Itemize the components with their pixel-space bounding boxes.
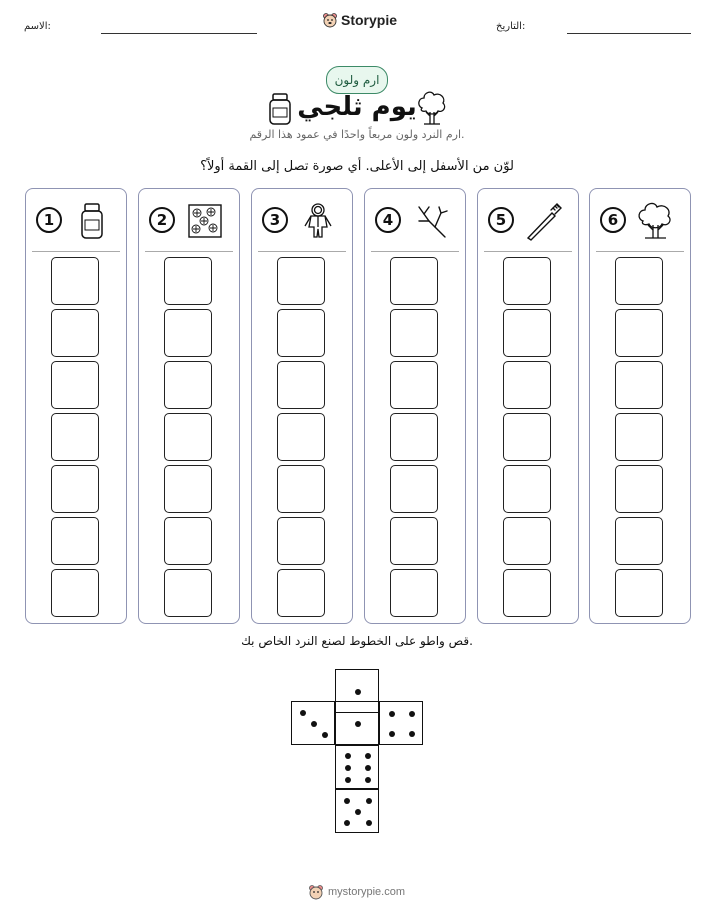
color-box[interactable] xyxy=(164,361,212,409)
color-box[interactable] xyxy=(51,361,99,409)
column-divider xyxy=(596,251,684,252)
color-box[interactable] xyxy=(503,361,551,409)
color-box[interactable] xyxy=(277,257,325,305)
color-box[interactable] xyxy=(503,465,551,513)
column-divider xyxy=(145,251,233,252)
column-number: 2 xyxy=(149,207,175,233)
cut-instruction: قص واطو على الخطوط لصنع النرد الخاص بك. xyxy=(241,634,473,648)
subtitle: ارم النرد ولون مربعاً واحدًا في عمود هذا الرقم. xyxy=(249,128,465,141)
color-box[interactable] xyxy=(51,413,99,461)
name-line[interactable] xyxy=(101,33,257,34)
color-box[interactable] xyxy=(277,361,325,409)
color-box[interactable] xyxy=(503,569,551,617)
color-box[interactable] xyxy=(277,517,325,565)
column-1 xyxy=(25,188,127,624)
color-box[interactable] xyxy=(615,465,663,513)
column-number: 6 xyxy=(600,207,626,233)
column-number: 3 xyxy=(262,207,288,233)
date-line[interactable] xyxy=(567,33,691,34)
bear-logo-icon xyxy=(322,12,338,28)
jar-icon xyxy=(72,201,112,241)
color-box[interactable] xyxy=(164,465,212,513)
brand-logo xyxy=(322,12,397,28)
color-box[interactable] xyxy=(164,309,212,357)
color-box[interactable] xyxy=(503,517,551,565)
branch-icon xyxy=(411,201,451,241)
activity-badge: ارم ولون xyxy=(326,66,388,94)
color-box[interactable] xyxy=(164,517,212,565)
color-box[interactable] xyxy=(164,257,212,305)
name-label: الاسم: xyxy=(24,21,51,32)
color-box[interactable] xyxy=(390,517,438,565)
column-3 xyxy=(251,188,353,624)
tree-icon xyxy=(636,201,676,241)
color-box[interactable] xyxy=(51,569,99,617)
dice-face-center-1 xyxy=(335,701,379,745)
dice-face-3 xyxy=(291,701,335,745)
color-box[interactable] xyxy=(277,569,325,617)
color-box[interactable] xyxy=(615,413,663,461)
column-6 xyxy=(589,188,691,624)
column-divider xyxy=(371,251,459,252)
title-jar-icon xyxy=(266,92,294,133)
color-box[interactable] xyxy=(51,257,99,305)
color-box[interactable] xyxy=(390,465,438,513)
color-box[interactable] xyxy=(390,569,438,617)
color-box[interactable] xyxy=(390,413,438,461)
column-number: 4 xyxy=(375,207,401,233)
column-number: 5 xyxy=(488,207,514,233)
color-box[interactable] xyxy=(51,309,99,357)
snowsuit-icon xyxy=(298,201,338,241)
color-box[interactable] xyxy=(503,257,551,305)
column-2 xyxy=(138,188,240,624)
column-divider xyxy=(484,251,572,252)
snowflake-pattern-icon xyxy=(185,201,225,241)
color-box[interactable] xyxy=(390,257,438,305)
color-box[interactable] xyxy=(615,309,663,357)
column-4 xyxy=(364,188,466,624)
color-box[interactable] xyxy=(503,413,551,461)
color-box[interactable] xyxy=(390,361,438,409)
title-tree-icon xyxy=(416,90,448,133)
color-box[interactable] xyxy=(615,361,663,409)
instruction-question: لوّن من الأسفل إلى الأعلى. أي صورة تصل إلى القمة أولاً؟ xyxy=(200,159,514,174)
toothbrush-icon xyxy=(524,201,564,241)
footer-url[interactable]: mystorypie.com xyxy=(328,886,406,898)
brand-name: Storypie xyxy=(341,12,398,28)
page-title xyxy=(0,92,714,122)
column-divider xyxy=(32,251,120,252)
color-box[interactable] xyxy=(277,413,325,461)
color-box[interactable] xyxy=(503,309,551,357)
column-5 xyxy=(477,188,579,624)
color-box[interactable] xyxy=(164,413,212,461)
dice-face-4 xyxy=(379,701,423,745)
date-label: التاريخ: xyxy=(496,21,526,32)
column-number: 1 xyxy=(36,207,62,233)
dice-face-6 xyxy=(335,745,379,789)
title-text: يوم ثلجي xyxy=(297,92,417,122)
color-box[interactable] xyxy=(615,569,663,617)
color-box[interactable] xyxy=(51,517,99,565)
dice-face-5 xyxy=(335,789,379,833)
color-box[interactable] xyxy=(277,309,325,357)
color-box[interactable] xyxy=(615,517,663,565)
footer-bear-icon xyxy=(308,884,324,900)
color-box[interactable] xyxy=(615,257,663,305)
color-box[interactable] xyxy=(277,465,325,513)
footer xyxy=(308,884,405,900)
color-box[interactable] xyxy=(164,569,212,617)
column-divider xyxy=(258,251,346,252)
color-box[interactable] xyxy=(390,309,438,357)
color-box[interactable] xyxy=(51,465,99,513)
